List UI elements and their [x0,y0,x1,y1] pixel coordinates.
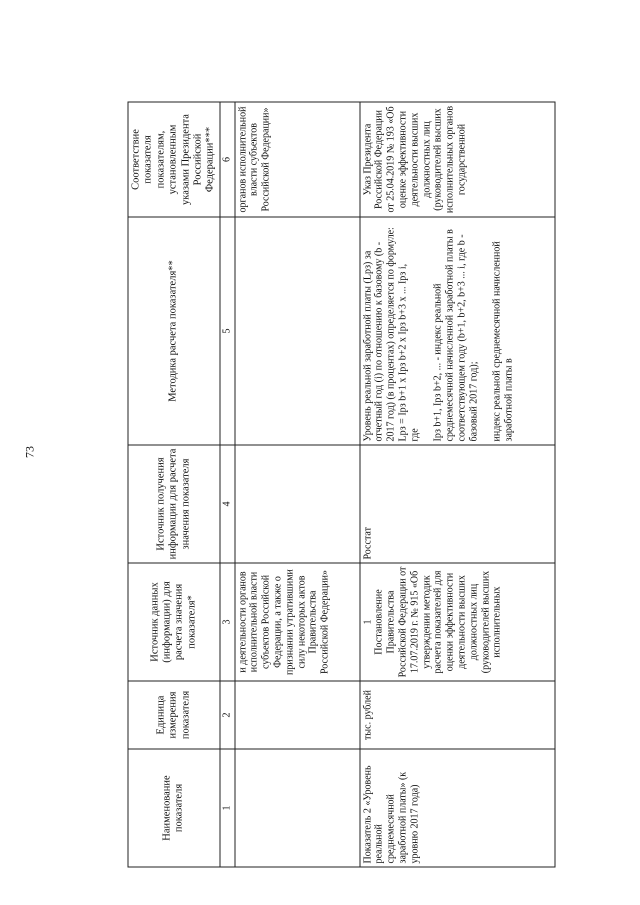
header-data-source: Источник данных (информации) для расчета значения показателя* [128,563,220,681]
page-number: 73 [22,446,37,458]
continuation-row [235,102,360,867]
decree-cell: Указ Президента Российской Федерации от 25.04.2019 № 193 «Об оценке эффективности деятельности высших должностных лиц (руководителей высших исполнительных органов государственной [360,102,555,217]
table-row [360,102,555,867]
column-number: 3 [220,563,235,681]
data-source-cell [360,563,555,681]
source-text: Постановление Правительства Российской Федерации от 17.07.2019 г. № 915 «Об утверждении методик расчета показателей для оценки эффективности деятельности высших должностных лиц (руководителей высших исполнительных [373,566,503,678]
header-method: Методика расчета показателя** [128,217,220,445]
table-cell [235,749,360,867]
indicator-name-cell: Показатель 2 «Уровень реальной среднемесячной заработной платы» (к уровню 2017 года) [360,749,555,867]
table-cell [235,681,360,749]
unit-cell: тыс. рублей [360,681,555,749]
header-row [128,102,220,867]
header-obtain-source: Источник получения информации для расчета значения показателя [128,445,220,563]
column-number: 5 [220,217,235,445]
indicator-table [128,102,556,868]
column-number-row [220,102,235,867]
column-number: 4 [220,445,235,563]
rotated-table-container [128,103,523,868]
obtain-source-cell: Росстат [360,445,555,563]
table-cell [235,445,360,563]
column-number: 2 [220,681,235,749]
continuation-decree-cell: органов исполнительной власти субъектов Российской Федерации» [235,102,360,217]
header-name: Наименование показателя [128,749,220,867]
column-number: 1 [220,749,235,867]
continuation-source-cell: и деятельности органов исполнительной власти субъектов Российской Федерации, а также о признании утратившими силу некоторых актов Правительства Российской Федерации» [235,563,360,681]
column-number: 6 [220,102,235,217]
header-decree: Соответствие показателя показателям, установленным указами Президента Российской Федерации*** [128,102,220,217]
method-cell: Уровень реальной заработной платы (Lрз) за отчетный год (i) по отношению к базовому (b - 2017 год) (в процентах) определяется по формуле: Lрз = Iрз b+1 x Iрз b+2 x Iрз b+3 x ... Iрз i, где Iрз b+1, Iрз b+2, ... - индекс реальной среднемесячной начисленной заработной платы в соответствующем году (b+1, b+2, b+3 ... i, где b - базовый 2017 год); индекс реальной среднемесячной начисленной заработной платы в [360,217,555,445]
source-number: 1 [362,619,374,625]
header-unit: Единица измерения показателя [128,681,220,749]
table-cell [235,217,360,445]
